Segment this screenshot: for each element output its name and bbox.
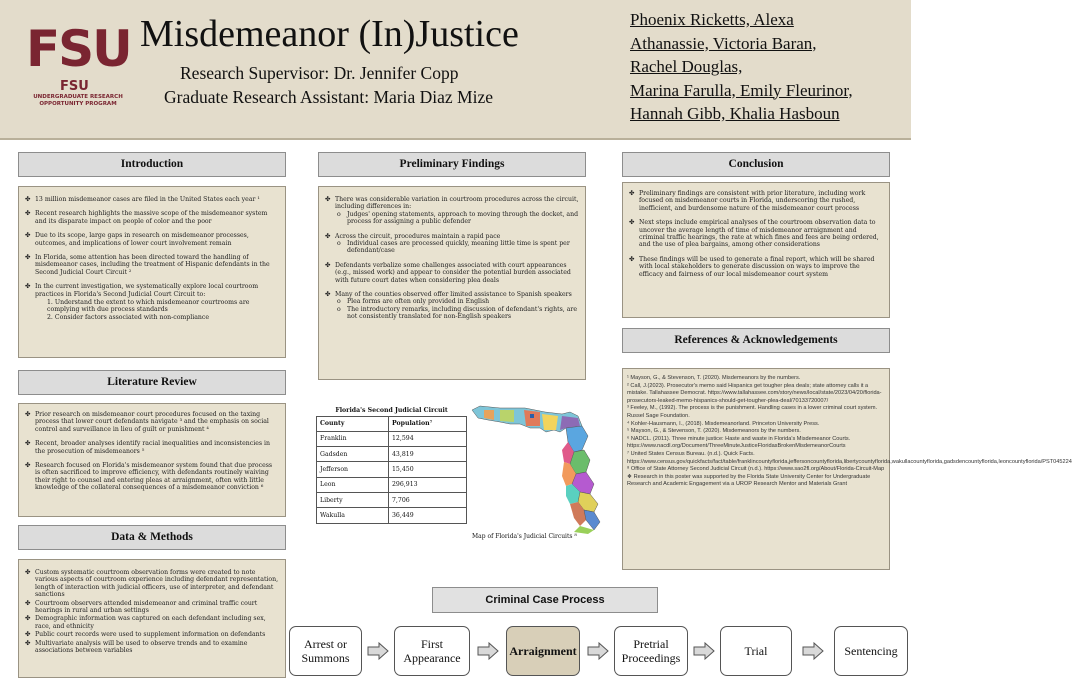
arrow-right-icon: [802, 642, 824, 660]
step-arraignment: Arraignment: [506, 626, 580, 676]
methods-heading: Data & Methods: [18, 525, 286, 550]
county-cell: Leon: [317, 477, 389, 492]
step-arrest-or-summons: Arrest or Summons: [289, 626, 362, 676]
conclusion-bullet: ✤ These findings will be used to generate a final report, which will be shared with local stakeholders to generate discussion on ways to improve the efficacy and fairness of our local misdemeanor court system: [627, 256, 883, 278]
reference-item: ⁴ Kohler-Hausmann, I., (2018). Misdemeanorland. Princeton University Press.: [627, 420, 820, 427]
table-header-population: Population⁷: [389, 416, 467, 431]
author-line: Athanassie, Victoria Baran,: [630, 33, 817, 53]
circuit-population-table: [316, 405, 467, 524]
author-line: Hannah Gibb, Khalia Hasboun: [630, 104, 840, 123]
step-pretrial-proceedings: Pretrial Proceedings: [614, 626, 688, 676]
conclusion-bullet: ✤ Preliminary findings are consistent with prior literature, including work focused on misdemeanor courts in Florida, underscoring the rushed, inefficient, and burdensome nature of the misdemeanor court process: [627, 190, 883, 212]
county-cell: Gadsden: [317, 447, 389, 462]
arrow-right-icon: [477, 642, 499, 660]
step-sentencing: Sentencing: [834, 626, 908, 676]
table-header-county: County: [317, 416, 389, 431]
reference-item: ¹ Mayson, G., & Stevenson, T. (2020). Misdemeanors by the numbers.: [627, 375, 801, 381]
population-cell: 43,819: [389, 447, 467, 462]
findings-bullet: ✤ Across the circuit, procedures maintain a rapid pace: [323, 233, 579, 240]
population-cell: 7,706: [389, 492, 467, 507]
acknowledgement: ❖ Research in this poster was supported by the Florida State University Center for Undergraduate Research and Academic Engagement via a UROP Research Mentor and Materials Grant: [627, 473, 871, 488]
table-title: Florida's Second Judicial Circuit: [335, 406, 448, 414]
fsu-small-logo: FSU: [60, 79, 89, 94]
florida-circuit-map: [470, 402, 620, 534]
author-line: Rachel Douglas,: [630, 57, 743, 76]
graduate-assistant: Graduate Research Assistant: Maria Diaz Mize: [164, 87, 493, 107]
urop-program-label: UNDERGRADUATE RESEARCH OPPORTUNITY PROGRAM: [33, 94, 123, 107]
table-row: [317, 431, 467, 446]
county-cell: Liberty: [317, 492, 389, 507]
method-bullet: ✤ Multivariate analysis will be used to observe trends and to examine associations between variables: [23, 640, 279, 655]
findings-sub-item: o Plea forms are often only provided in English: [323, 298, 579, 305]
intro-bullet: ✤ In the current investigation, we systematically explore local courtroom practices in Florida's Second Judicial Court Circuit to:: [23, 283, 279, 298]
circuit-region: [584, 510, 600, 530]
findings-sub-item: o Judges' opening statements, approach to moving through the docket, and process for assigning a public defender: [323, 211, 579, 226]
lit-bullet: ✤ Recent, broader analyses identify racial inequalities and inconsistencies in the prosecution of misdemeanors ⁵: [23, 440, 279, 455]
arrow-right-icon: [367, 642, 389, 660]
population-cell: 15,450: [389, 462, 467, 477]
fsu-logo: FSU: [26, 20, 131, 78]
county-cell: Wakulla: [317, 508, 389, 523]
author-list: [630, 8, 910, 126]
reference-item: ⁸ Office of State Attorney Second Judicial Circuit (n.d.). https://www.sao2fl.org/About/Florida-Circuit-Map: [627, 466, 885, 473]
literature-heading: Literature Review: [18, 370, 286, 395]
intro-numbered-item: 1. Understand the extent to which misdemeanor courtrooms are complying with due process standards: [47, 299, 250, 314]
intro-bullet: ✤ Due to its scope, large gaps in research on misdemeanor processes, outcomes, and implications of lower court involvement remain: [23, 232, 279, 247]
conclusion-box: [622, 182, 890, 318]
population-cell: 12,594: [389, 431, 467, 446]
table-row: [317, 477, 467, 492]
reference-item: ⁶ NADCL. (2011). Three minute justice: Haste and waste in Florida's Misdemeanor Courts. https://www.nacdl.org/Document/ThreeMinuteJusticeFloridasBrokenMisdemeanorCourts: [627, 435, 851, 450]
table-row: [317, 508, 467, 523]
lit-bullet: ✤ Prior research on misdemeanor court procedures focused on the taxing process that lower court defendants navigate ³ and the emphasis on social control and surveillance in lieu of guilt or punishment ⁴: [23, 411, 279, 433]
circuit-region: [542, 414, 558, 430]
reference-item: ² Call, J.(2023). Prosecutor's memo said Hispanics get tougher plea deals; state attorney calls it a mistake. Tallahassee Democrat. https://www.tallahassee.com/story/news/local/state/2023/04/20/florida-prosecutors-leaked-memo-hispanics-should-get-tougher-plea-deal/70133720007/: [627, 382, 882, 404]
method-bullet: ✤ Courtroom observers attended misdemeanor and criminal traffic court hearings in rural and urban settings: [23, 600, 279, 615]
reference-item: ⁷ United States Census Bureau. (n.d.). Quick Facts. https://www.census.gov/quickfacts/fact/table/franklincountyflorida,jeffersoncountyflorida,libertycountyflorida,wakullacountyflorida,gadsdencountyflorida,leoncountyflorida/PST045224: [627, 450, 1072, 465]
lit-bullet: ✤ Research focused on Florida's misdemeanor system found that due process is often sacrificed to improve efficiency, with defendants routinely waiving their right to counsel and entering pleas at arraignment, often with little knowledge of the collateral consequences of a misdemeanor conviction ⁶: [23, 462, 279, 492]
author-line: Marina Farulla, Emily Fleurinor,: [630, 80, 853, 100]
findings-bullet: ✤ There was considerable variation in courtroom procedures across the circuit, including differences in:: [323, 196, 579, 211]
step-first-appearance: First Appearance: [394, 626, 470, 676]
intro-bullet: ✤ Recent research highlights the massive scope of the misdemeanor system and its disparate impact on people of color and the poor: [23, 210, 279, 225]
references-heading: References & Acknowledgements: [622, 328, 890, 353]
step-trial: Trial: [720, 626, 792, 676]
research-supervisor: Research Supervisor: Dr. Jennifer Copp: [180, 63, 459, 83]
table-row: [317, 447, 467, 462]
county-cell: Jefferson: [317, 462, 389, 477]
circuit-region: [500, 410, 514, 422]
process-heading: Criminal Case Process: [432, 587, 658, 613]
second-circuit-marker: [530, 414, 534, 418]
county-cell: Franklin: [317, 431, 389, 446]
intro-bullet: ✤ In Florida, some attention has been directed toward the handling of misdemeanor cases, including the treatment of Hispanic defendants in the Second Judicial Court Circuit ²: [23, 254, 279, 276]
reference-item: ⁵ Mayson, G., & Stevenson, T. (2020). Misdemeanors by the numbers.: [627, 428, 801, 435]
references-box: [622, 368, 1072, 570]
method-bullet: ✤ Custom systematic courtroom observation forms were created to note various aspects of courtroom experience including defendant representation, length of interaction with judicial officers, use of interpreter, and defendant sanctions: [23, 569, 279, 599]
conclusion-bullet: ✤ Next steps include empirical analyses of the courtroom observation data to uncover the average length of time of misdemeanor arraignment and criminal traffic hearings, the rate at which fines and fees are being ordered, and the use of plea bargains, among other considerations: [627, 219, 883, 249]
findings-bullet: ✤ Defendants verbalize some challenges associated with court appearances (e.g., missed work) and appear to consider the potential burden associated with future court dates when considering plea deals: [323, 262, 579, 284]
intro-numbered-item: 2. Consider factors associated with non-compliance: [47, 313, 210, 321]
findings-sub-item: o The introductory remarks, including discussion of defendant's rights, are not consistently translated for non-English speakers: [323, 306, 579, 321]
conclusion-heading: Conclusion: [622, 152, 890, 177]
population-cell: 36,449: [389, 508, 467, 523]
reference-item: ³ Feeley, M., (1992). The process is the punishment. Handling cases in a lower criminal court system. Russel Sage Foundation.: [627, 405, 878, 419]
arrow-right-icon: [587, 642, 609, 660]
intro-bullet: ✤ 13 million misdemeanor cases are filed in the United States each year ¹: [23, 196, 279, 203]
table-row: [317, 492, 467, 507]
findings-bullet: ✤ Many of the counties observed offer limited assistance to Spanish speakers: [323, 291, 579, 298]
method-bullet: ✤ Public court records were used to supplement information on defendants: [23, 631, 279, 638]
methods-box: [18, 559, 286, 678]
findings-box: [318, 186, 586, 380]
table-row: [317, 462, 467, 477]
arrow-right-icon: [693, 642, 715, 660]
literature-box: [18, 403, 286, 517]
author-line: Phoenix Ricketts, Alexa: [630, 10, 794, 29]
population-cell: 296,913: [389, 477, 467, 492]
introduction-box: [18, 186, 286, 358]
introduction-heading: Introduction: [18, 152, 286, 177]
method-bullet: ✤ Demographic information was captured on each defendant including sex, race, and ethnicity: [23, 615, 279, 630]
findings-heading: Preliminary Findings: [318, 152, 586, 177]
map-caption: Map of Florida's Judicial Circuits ⁸: [472, 533, 577, 540]
poster-title: Misdemeanor (In)Justice: [140, 13, 519, 55]
findings-sub-item: o Individual cases are processed quickly, meaning little time is spent per defendant/case: [323, 240, 579, 255]
